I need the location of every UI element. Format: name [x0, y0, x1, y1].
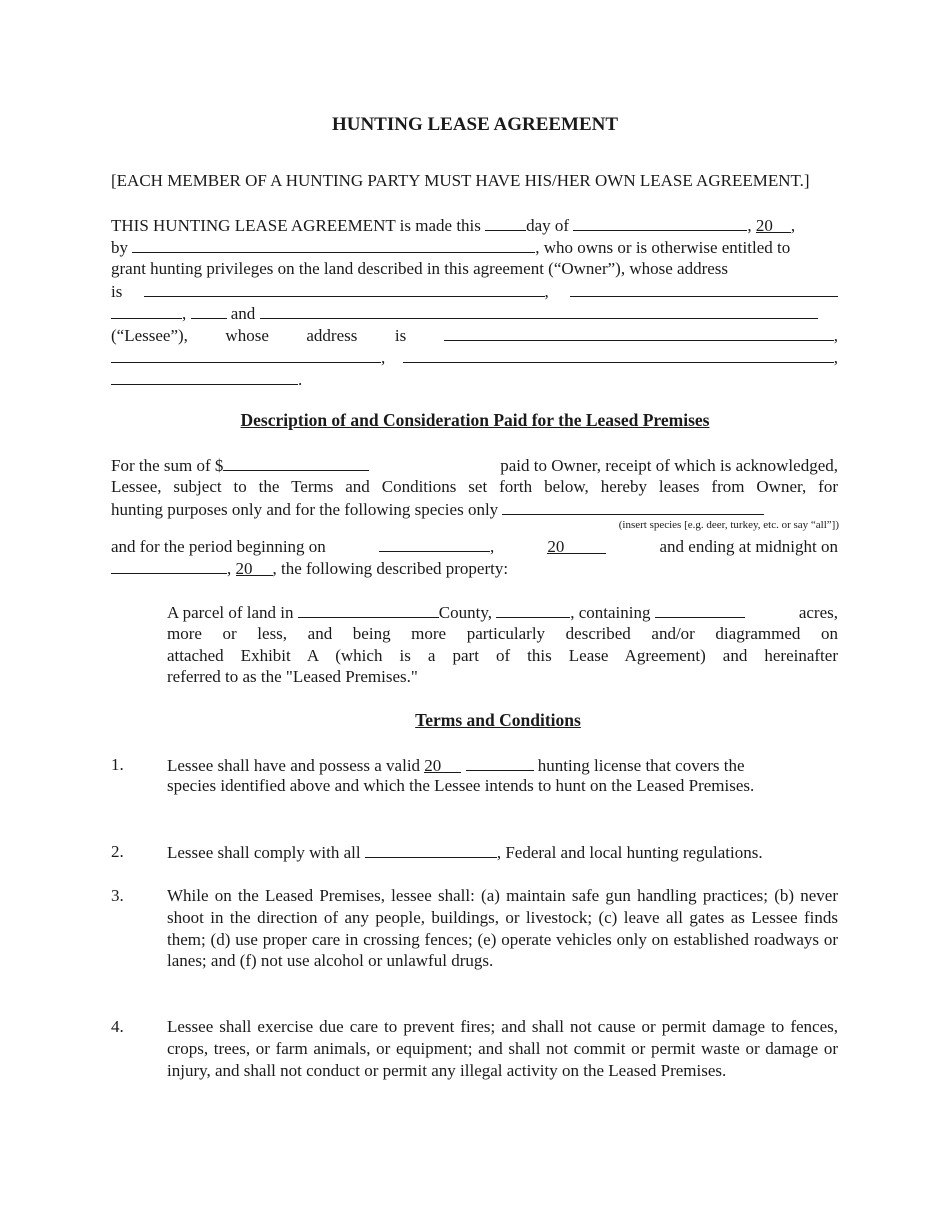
lessee-address-blank-3[interactable]	[403, 346, 834, 363]
owner-address-blank-1[interactable]	[144, 280, 545, 297]
period-line-2: , 20 , the following described property:	[111, 557, 838, 579]
year-field[interactable]	[756, 215, 791, 233]
intro-text: and	[230, 304, 256, 323]
consideration-line-2: Lessee, subject to the Terms and Conditions set forth below, hereby leases from Owner, for	[111, 477, 838, 496]
term-2-line	[167, 841, 838, 863]
lessee-address-blank-4[interactable]	[111, 368, 298, 385]
period-line-1: and for the period beginning on , 20 and ending at midnight on	[111, 537, 838, 556]
intro-text: address	[306, 326, 358, 345]
owner-address-blank-2[interactable]	[570, 280, 838, 297]
lessee-address-blank-1[interactable]	[444, 324, 834, 341]
lessee-name-blank[interactable]	[260, 302, 818, 319]
county-blank[interactable]	[298, 601, 439, 618]
intro-line-3: grant hunting privileges on the land described in this agreement (“Owner”), whose address	[111, 259, 729, 278]
term-text: Lessee shall comply with all	[167, 843, 361, 862]
intro-text: day of	[526, 216, 570, 235]
intro-text: , who owns or is otherwise entitled to	[535, 238, 791, 257]
owner-address-blank-3[interactable]	[111, 302, 182, 319]
document-title: HUNTING LEASE AGREEMENT	[331, 114, 619, 135]
intro-text: THIS HUNTING LEASE AGREEMENT is made this	[111, 216, 481, 235]
year-prefix: 20	[235, 559, 253, 578]
month-blank[interactable]	[573, 214, 747, 231]
intro-line-6: (“Lessee”), whose address is ,	[111, 326, 838, 345]
parcel-text: acres,	[798, 603, 838, 622]
year-prefix: 20	[424, 756, 442, 775]
day-blank[interactable]	[485, 214, 526, 231]
owner-name-blank[interactable]	[132, 236, 535, 253]
item-number: 2.	[111, 842, 124, 861]
intro-text: whose	[225, 326, 269, 345]
lessee-address-blank-2[interactable]	[111, 346, 381, 363]
parcel-text: A parcel of land in	[167, 603, 294, 622]
period-text: , the following described property:	[272, 559, 509, 578]
consideration-text: paid to Owner, receipt of which is acknowledged,	[500, 456, 838, 475]
parcel-line-4: referred to as the "Leased Premises."	[167, 667, 418, 686]
license-state-blank[interactable]	[466, 754, 534, 771]
section-heading-terms: Terms and Conditions	[415, 710, 581, 730]
start-date-blank[interactable]	[379, 535, 490, 552]
parcel-line-2: more or less, and being more particularly described and/or diagrammed on	[167, 624, 838, 643]
term-1-line-1	[167, 754, 838, 776]
sum-blank[interactable]	[223, 454, 369, 471]
parcel-line-1	[167, 601, 838, 623]
section-heading-description: Description of and Consideration Paid for the Leased Premises	[240, 410, 710, 430]
species-blank[interactable]	[502, 498, 764, 515]
acres-blank[interactable]	[655, 601, 745, 618]
parcel-text: County,	[438, 603, 492, 622]
year-prefix: 20	[547, 537, 565, 556]
consideration-line-1	[111, 454, 838, 476]
term-1-rest: species identified above and which the Lessee intends to hunt on the Leased Premises.	[167, 776, 755, 795]
start-year-field[interactable]	[547, 536, 606, 554]
intro-text: is	[111, 282, 123, 301]
period-text: and ending at midnight on	[659, 537, 838, 556]
intro-line-1: THIS HUNTING LEASE AGREEMENT is made this day of , 20 ,	[111, 216, 796, 235]
period-text: and for the period beginning on	[111, 537, 326, 556]
state-blank[interactable]	[496, 601, 570, 618]
notice-line: [EACH MEMBER OF A HUNTING PARTY MUST HAVE HIS/HER OWN LEASE AGREEMENT.]	[111, 171, 810, 190]
license-year-field[interactable]	[424, 755, 461, 773]
term-4-text: Lessee shall exercise due care to prevent fires; and shall not cause or permit damage to fences, crops, trees, or farm animals, or equipment; and shall not commit or permit waste or damage or injury, and shall not conduct or permit any illegal activity on the Leased Premises.	[167, 1017, 838, 1080]
item-number: 4.	[111, 1017, 124, 1036]
year-prefix: 20	[755, 216, 773, 235]
term-text: , Federal and local hunting regulations.	[496, 843, 763, 862]
parcel-text: , containing	[570, 603, 651, 622]
item-number: 3.	[111, 886, 124, 905]
intro-text: (“Lessee”),	[111, 326, 188, 345]
end-date-blank[interactable]	[111, 557, 227, 574]
parcel-line-3: attached Exhibit A (which is a part of this Lease Agreement) and hereinafter	[167, 646, 838, 665]
intro-line-5: , and	[111, 302, 838, 324]
intro-line-4: is ,	[111, 280, 838, 302]
intro-line-2	[111, 236, 838, 258]
intro-text: is	[394, 326, 407, 345]
species-hint: (insert species [e.g. deer, turkey, etc. or say “all”])	[618, 519, 839, 531]
term-3-text: While on the Leased Premises, lessee shall: (a) maintain safe gun handling practices; (b) never shoot in the direction of any people, buildings, or livestock; (c) leave all gates as Lessee finds them; (d) use proper care in crossing fences; (e) operate vehicles only on established roadways or lanes; and (f) not use alcohol or unlawful drugs.	[167, 886, 838, 971]
consideration-text: hunting purposes only and for the following species only	[111, 500, 499, 519]
item-number: 1.	[111, 755, 124, 774]
end-year-field[interactable]	[236, 558, 273, 576]
intro-text: by	[111, 238, 128, 257]
owner-address-blank-4[interactable]	[191, 302, 227, 319]
intro-line-7: , ,	[111, 346, 838, 368]
term-text: hunting license that covers the	[537, 756, 745, 775]
state-regulations-blank[interactable]	[365, 841, 497, 858]
intro-line-8: .	[111, 368, 838, 390]
term-text: Lessee shall have and possess a valid	[167, 756, 421, 775]
consideration-text: For the sum of $	[111, 456, 224, 475]
consideration-line-3	[111, 498, 838, 520]
